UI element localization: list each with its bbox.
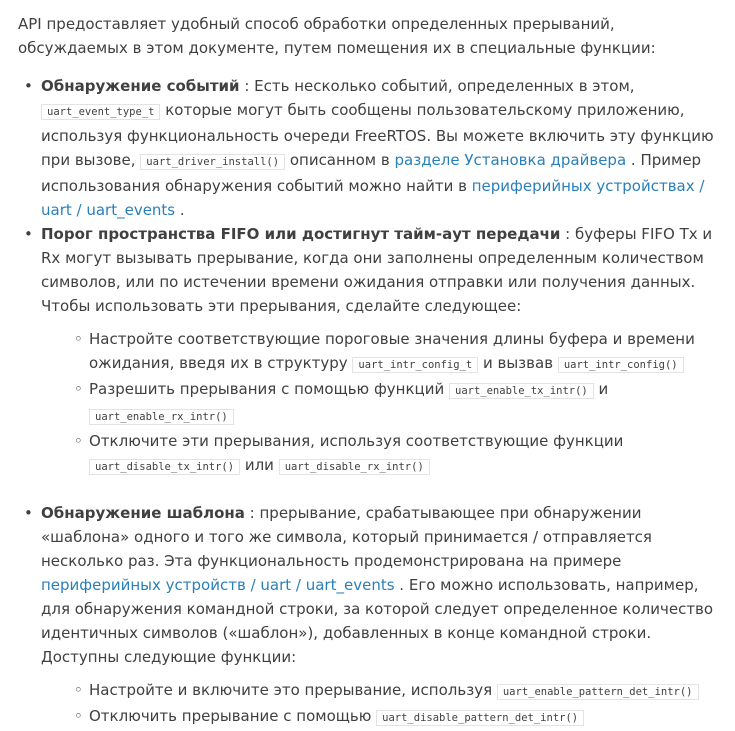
sub-item-text: Настройте и включите это прерывание, используя	[89, 681, 497, 699]
code-uart-disable-rx-intr: uart_disable_rx_intr()	[279, 459, 430, 475]
item-text: которые могут быть сообщены пользовательскому приложению, используя функциональность очереди FreeRTOS. Вы можете включить эту функцию при вызове,	[41, 101, 714, 169]
code-uart-disable-tx-intr: uart_disable_tx_intr()	[89, 459, 240, 475]
sub-item-configure-threshold	[89, 327, 721, 377]
item-text: : Есть несколько событий, определенных в этом,	[239, 77, 635, 95]
item-text: описанном в	[285, 151, 395, 169]
sub-item-enable-interrupts	[89, 377, 721, 429]
sub-item-enable-pattern	[89, 678, 721, 704]
sub-item-text: Разрешить прерывания с помощью функций	[89, 380, 449, 398]
list-item-fifo-threshold	[41, 222, 721, 479]
pattern-sub-list	[41, 678, 721, 730]
item-text: : прерывание, срабатывающее при обнаружении «шаблона» одного и того же символа, который принимается / отправляется несколько раз. Эта функциональность продемонстрирована на примере	[41, 504, 652, 570]
sub-item-text: Отключить прерывание с помощью	[89, 707, 377, 725]
item-text: : буферы FIFO Tx и Rx могут вызывать прерывание, когда они заполнены определенным количеством символов, или по истечении времени ожидания отправки или получения данных. Чтобы использовать эти прерывания, сделайте следующее:	[41, 225, 713, 315]
code-uart-enable-tx-intr: uart_enable_tx_intr()	[449, 383, 594, 399]
item-text: . Пример использования обнаружения событий можно найти в	[41, 151, 702, 195]
list-item-pattern-detection	[41, 501, 721, 730]
sub-item-text: и	[593, 380, 609, 398]
sub-item-disable-interrupts	[89, 429, 721, 479]
code-uart-enable-rx-intr: uart_enable_rx_intr()	[89, 409, 234, 425]
sub-item-text: Настройте соответствующие пороговые значения длины буфера и времени ожидания, введя их в структуру	[89, 330, 695, 372]
link-uart-events-example[interactable]: периферийных устройств / uart / uart_events	[41, 576, 395, 594]
intro-paragraph: API предоставляет удобный способ обработки определенных прерываний, обсуждаемых в этом документе, путем помещения их в специальные функции:	[18, 15, 656, 57]
code-uart-event-type: uart_event_type_t	[41, 104, 160, 120]
item-text: .	[175, 201, 185, 219]
link-uart-events-example[interactable]: периферийных устройствах / uart / uart_events	[41, 177, 705, 219]
sub-item-text: или	[240, 456, 279, 474]
code-uart-driver-install: uart_driver_install()	[140, 154, 285, 170]
sub-item-text: Отключите эти прерывания, используя соответствующие функции	[89, 432, 624, 450]
item-text: . Его можно использовать, например, для обнаружения командной строки, за которой следует определенное количество идентичных символов («шаблон»), добавленных в конце командной строки. Доступны следующие функции:	[41, 576, 714, 666]
item-title: Порог пространства FIFO или достигнут тайм-аут передачи	[41, 225, 561, 243]
list-item-event-detection	[41, 74, 721, 222]
code-uart-disable-pattern-det-intr: uart_disable_pattern_det_intr()	[376, 710, 584, 726]
sub-item-disable-pattern	[89, 704, 721, 730]
code-uart-intr-config: uart_intr_config()	[558, 357, 684, 373]
code-uart-enable-pattern-det-intr: uart_enable_pattern_det_intr()	[497, 684, 699, 700]
item-title: Обнаружение шаблона	[41, 504, 245, 522]
link-driver-install-section[interactable]: разделе Установка драйвера	[394, 151, 627, 169]
code-uart-intr-config-t: uart_intr_config_t	[352, 357, 478, 373]
fifo-sub-list	[41, 327, 721, 479]
interrupt-list	[18, 74, 721, 730]
item-title: Обнаружение событий	[41, 77, 240, 95]
sub-item-text: и вызвав	[478, 354, 558, 372]
